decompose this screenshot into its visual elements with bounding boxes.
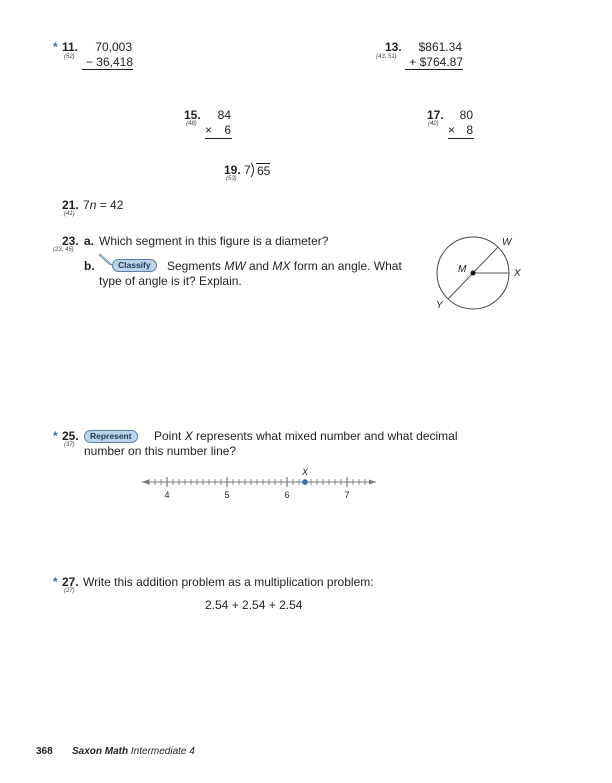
lesson-ref: (53) — [226, 176, 237, 182]
lesson-ref: (41) — [64, 211, 75, 217]
question-text: Write this addition problem as a multiplication problem: — [83, 575, 374, 589]
calc-top: 84 — [217, 108, 231, 122]
part-b-text — [167, 259, 402, 273]
problem-number: 27. — [62, 575, 79, 589]
calc-top: 80 — [459, 108, 473, 122]
tick-label: 4 — [164, 490, 170, 500]
question-text — [154, 429, 458, 443]
star-marker: * — [53, 40, 58, 54]
problem-number: 23. — [62, 234, 79, 248]
point-label-w: W — [502, 237, 512, 248]
point-x-marker — [302, 479, 308, 485]
page-number: 368 — [36, 746, 53, 757]
calc-bottom — [448, 123, 474, 139]
calc-bottom: − 36,418 — [82, 55, 133, 70]
problem-number: 17. — [427, 108, 444, 122]
b-text: and — [245, 259, 273, 273]
part-b-label: b. — [84, 259, 95, 273]
b-text: form an angle. What — [290, 259, 402, 273]
divisor: 7 — [244, 163, 251, 177]
lesson-ref: (48) — [186, 121, 197, 127]
expression: 2.54 + 2.54 + 2.54 — [205, 598, 303, 612]
arrow-left-icon — [142, 480, 149, 485]
lesson-ref: (37) — [64, 442, 75, 448]
star-marker: * — [53, 575, 58, 589]
lesson-ref: (43, 51) — [376, 54, 397, 60]
question-text-2: number on this number line? — [84, 444, 237, 458]
title: Intermediate 4 — [130, 746, 195, 757]
tick-label: 5 — [224, 490, 230, 500]
brand: Saxon Math — [72, 746, 129, 757]
b-text: Segments — [167, 259, 225, 273]
times-sign: × — [205, 123, 213, 137]
segment-mx: MX — [272, 259, 291, 273]
part-a-text: Which segment in this figure is a diameter? — [99, 234, 329, 248]
problem-number: 13. — [385, 40, 402, 54]
calc-bottom — [205, 123, 232, 139]
point-label-y: Y — [436, 300, 443, 311]
equation — [83, 198, 123, 212]
tick-label: 7 — [344, 490, 350, 500]
lesson-ref: (27) — [64, 588, 75, 594]
tick-label: 6 — [284, 490, 290, 500]
lesson-ref: (23, 45) — [53, 247, 74, 253]
coefficient: 7 — [83, 198, 90, 212]
point-label-x: X — [514, 268, 521, 279]
point-label-m: M — [458, 264, 467, 275]
book-title — [72, 746, 195, 757]
represent-badge: Represent — [84, 430, 138, 443]
calc-bottom: + $764.87 — [405, 55, 463, 70]
lesson-ref: (42) — [428, 121, 439, 127]
dividend: 65 — [257, 164, 271, 178]
problem-number: 19. — [224, 163, 241, 177]
classify-badge: Classify — [112, 259, 157, 272]
q-text: represents what mixed number and what decimal — [192, 429, 458, 443]
point-x-label: X — [301, 467, 309, 477]
problem-number: 21. — [62, 198, 79, 212]
problem-number: 15. — [184, 108, 201, 122]
problem-number: 25. — [62, 429, 79, 443]
rhs: = 42 — [99, 198, 124, 212]
multiplier: 6 — [224, 123, 231, 137]
problem-number: 11. — [62, 40, 79, 54]
part-b-text-2: type of angle is it? Explain. — [99, 274, 242, 288]
q-text: Point — [154, 429, 185, 443]
variable: n — [89, 198, 97, 212]
point-x-ref: X — [184, 429, 193, 443]
lesson-ref: (52) — [64, 54, 75, 60]
segment-mw: MW — [224, 259, 246, 273]
multiplier: 8 — [466, 123, 473, 137]
calc-top: 70,003 — [95, 40, 132, 54]
number-line — [140, 465, 380, 505]
part-a-label: a. — [84, 234, 95, 248]
star-marker: * — [53, 429, 58, 443]
times-sign: × — [448, 123, 456, 137]
calc-top: $861.34 — [418, 40, 462, 54]
arrow-right-icon — [369, 480, 376, 485]
